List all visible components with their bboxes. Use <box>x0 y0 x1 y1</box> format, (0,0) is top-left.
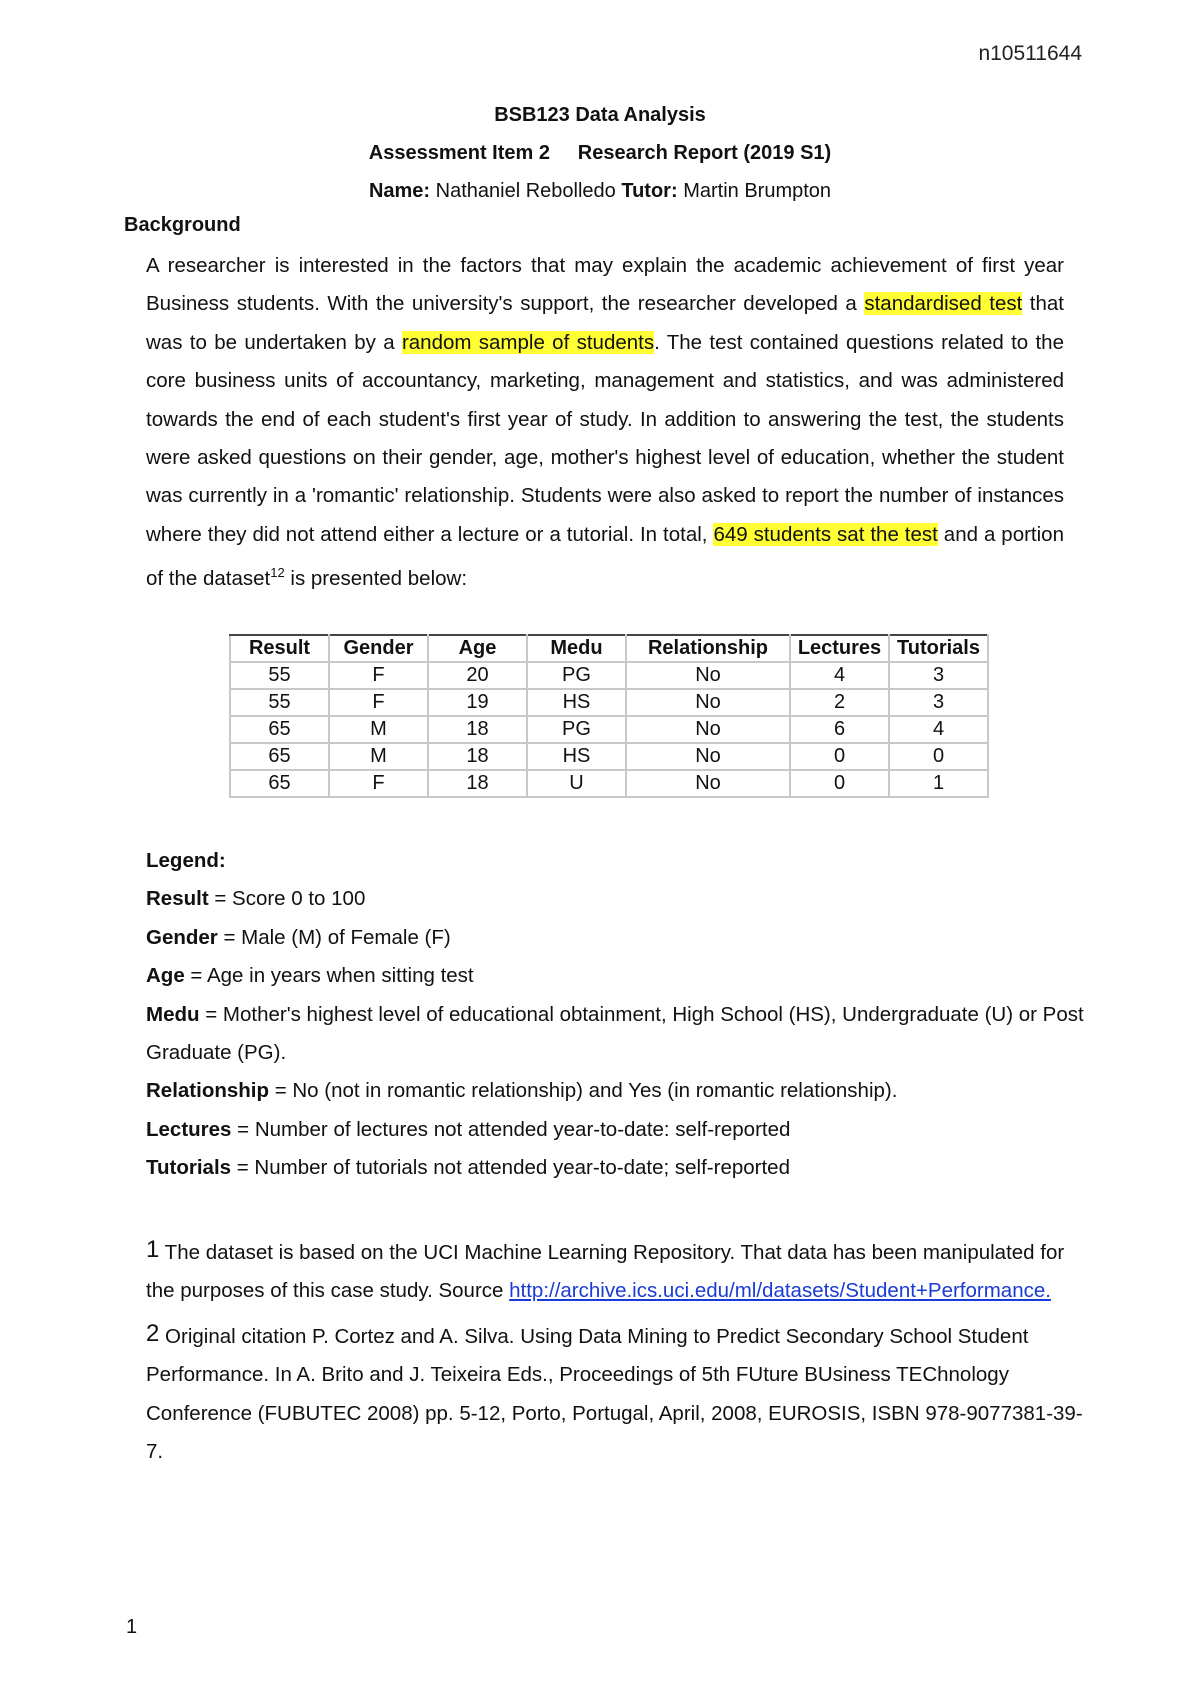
name-label: Name: <box>368 180 431 202</box>
background-text-1: A researcher is interested in the factors that may explain the academic achievement of first year Business students. With the university's support, the researcher developed a <box>146 254 1064 316</box>
header-relationship: Relationship <box>626 635 790 662</box>
header-medu: Medu <box>527 635 626 662</box>
name-line <box>0 172 1200 210</box>
legend-term: Result <box>146 887 209 911</box>
cell-lectures: 0 <box>790 770 889 797</box>
cell-result: 65 <box>230 770 329 797</box>
legend-item <box>146 996 1086 1073</box>
highlight-standardised-test: standardised test <box>864 292 1023 316</box>
cell-lectures: 0 <box>790 743 889 770</box>
cell-result: 65 <box>230 716 329 743</box>
cell-gender: M <box>329 716 428 743</box>
table-row <box>230 716 988 743</box>
legend-desc: = No (not in romantic relationship) and Yes (in romantic relationship). <box>269 1079 898 1103</box>
background-text-2: that was to be undertaken by a <box>146 292 1065 354</box>
legend-item <box>146 957 1086 995</box>
highlight-random-sample: random sample of students <box>401 330 655 354</box>
cell-result: 55 <box>230 689 329 716</box>
legend-item <box>146 919 1086 957</box>
cell-relationship: No <box>626 743 790 770</box>
legend-desc: = Score 0 to 100 <box>208 887 366 911</box>
legend-term: Lectures <box>146 1117 232 1141</box>
cell-medu: U <box>527 770 626 797</box>
cell-relationship: No <box>626 689 790 716</box>
tutor-label: Tutor: <box>621 180 678 202</box>
footnote-2 <box>146 1315 1086 1472</box>
cell-medu: PG <box>527 662 626 689</box>
header-gender: Gender <box>329 635 428 662</box>
legend-term: Relationship <box>146 1079 270 1103</box>
footnote-1 <box>146 1231 1086 1311</box>
legend-term: Medu <box>146 1002 200 1026</box>
cell-tutorials: 3 <box>889 689 988 716</box>
legend-desc: = Age in years when sitting test <box>184 964 474 988</box>
cell-lectures: 2 <box>790 689 889 716</box>
cell-result: 65 <box>230 743 329 770</box>
legend-term: Tutorials <box>146 1156 232 1180</box>
legend-item <box>146 1149 1086 1187</box>
cell-age: 20 <box>428 662 527 689</box>
footnote-1-text: The dataset is based on the UCI Machine Learning Repository. That data has been manipulated for the purposes of this case study. Source <box>146 1241 1065 1303</box>
header-result: Result <box>230 635 329 662</box>
table-row <box>230 743 988 770</box>
course-title: BSB123 Data Analysis <box>494 104 706 126</box>
legend-desc: = Male (M) of Female (F) <box>217 925 451 949</box>
footnotes <box>146 1231 1086 1471</box>
cell-lectures: 4 <box>790 662 889 689</box>
cell-age: 18 <box>428 716 527 743</box>
title-block <box>0 96 1200 210</box>
page-number: 1 <box>126 1616 138 1638</box>
cell-relationship: No <box>626 716 790 743</box>
legend-desc: = Number of tutorials not attended year-to-date; self-reported <box>231 1156 790 1180</box>
cell-age: 18 <box>428 743 527 770</box>
cell-medu: HS <box>527 743 626 770</box>
background-heading: Background <box>124 214 241 236</box>
footnote-2-text: Original citation P. Cortez and A. Silva. Using Data Mining to Predict Secondary School Student Performance. In A. Brito and J. Teixeira Eds., Proceedings of 5th FUture BUsiness TEChnology Conference (FUBUTEC 2008) pp. 5-12, Porto, Portugal, April, 2008, EUROSIS, ISBN 978-9077381-39-7. <box>146 1324 1083 1464</box>
cell-gender: F <box>329 662 428 689</box>
cell-result: 55 <box>230 662 329 689</box>
legend-item <box>146 880 1086 918</box>
uci-dataset-link[interactable]: http://archive.ics.uci.edu/ml/datasets/Student+Performance. <box>509 1279 1051 1303</box>
cell-tutorials: 4 <box>889 716 988 743</box>
footnote-1-number: 1 <box>146 1236 160 1263</box>
footnote-2-number: 2 <box>146 1319 160 1347</box>
assessment-title: Assessment Item 2 Research Report (2019 S1) <box>368 142 832 164</box>
background-text-4: and a portion of the dataset <box>146 522 1064 591</box>
header-age: Age <box>428 635 527 662</box>
header-tutorials: Tutorials <box>889 635 988 662</box>
footnote-reference: 12 <box>270 565 285 581</box>
cell-gender: F <box>329 770 428 797</box>
legend-term: Gender <box>146 925 218 949</box>
legend-desc: = Number of lectures not attended year-to-date: self-reported <box>231 1117 791 1141</box>
table-row <box>230 770 988 797</box>
cell-age: 19 <box>428 689 527 716</box>
background-paragraph <box>146 247 1064 598</box>
legend-item <box>146 1072 1086 1110</box>
student-name: Nathaniel Rebolledo <box>435 180 616 202</box>
tutor-name: Martin Brumpton <box>683 180 832 202</box>
cell-medu: HS <box>527 689 626 716</box>
legend-heading <box>146 842 1086 880</box>
table-header-row <box>230 635 988 662</box>
legend <box>146 842 1086 1188</box>
background-text-3: . The test contained questions related to the core business units of accountancy, marketing, management and statistics, and was administered towards the end of each student's first year of study. In addition to answering the test, the students were asked questions on their gender, age, mother's highest level of education, whether the student was currently in a 'romantic' relationship. Students were also asked to report the number of instances where they did not attend either a lecture or a tutorial. In total, <box>146 330 1064 546</box>
cell-lectures: 6 <box>790 716 889 743</box>
legend-desc: = Mother's highest level of educational obtainment, High School (HS), Undergraduate (U) or Post Graduate (PG). <box>146 1002 1084 1065</box>
table-row <box>230 689 988 716</box>
highlight-649-students: 649 students sat the test <box>713 522 938 546</box>
cell-tutorials: 1 <box>889 770 988 797</box>
cell-tutorials: 3 <box>889 662 988 689</box>
legend-item <box>146 1111 1086 1149</box>
background-text-5: is presented below: <box>284 567 468 591</box>
student-id: n10511644 <box>978 42 1082 65</box>
legend-heading-text: Legend: <box>146 849 226 872</box>
cell-gender: F <box>329 689 428 716</box>
dataset-table <box>229 634 989 798</box>
cell-relationship: No <box>626 770 790 797</box>
table-row <box>230 662 988 689</box>
header-lectures: Lectures <box>790 635 889 662</box>
legend-term: Age <box>146 964 185 988</box>
cell-gender: M <box>329 743 428 770</box>
cell-tutorials: 0 <box>889 743 988 770</box>
cell-medu: PG <box>527 716 626 743</box>
cell-relationship: No <box>626 662 790 689</box>
cell-age: 18 <box>428 770 527 797</box>
